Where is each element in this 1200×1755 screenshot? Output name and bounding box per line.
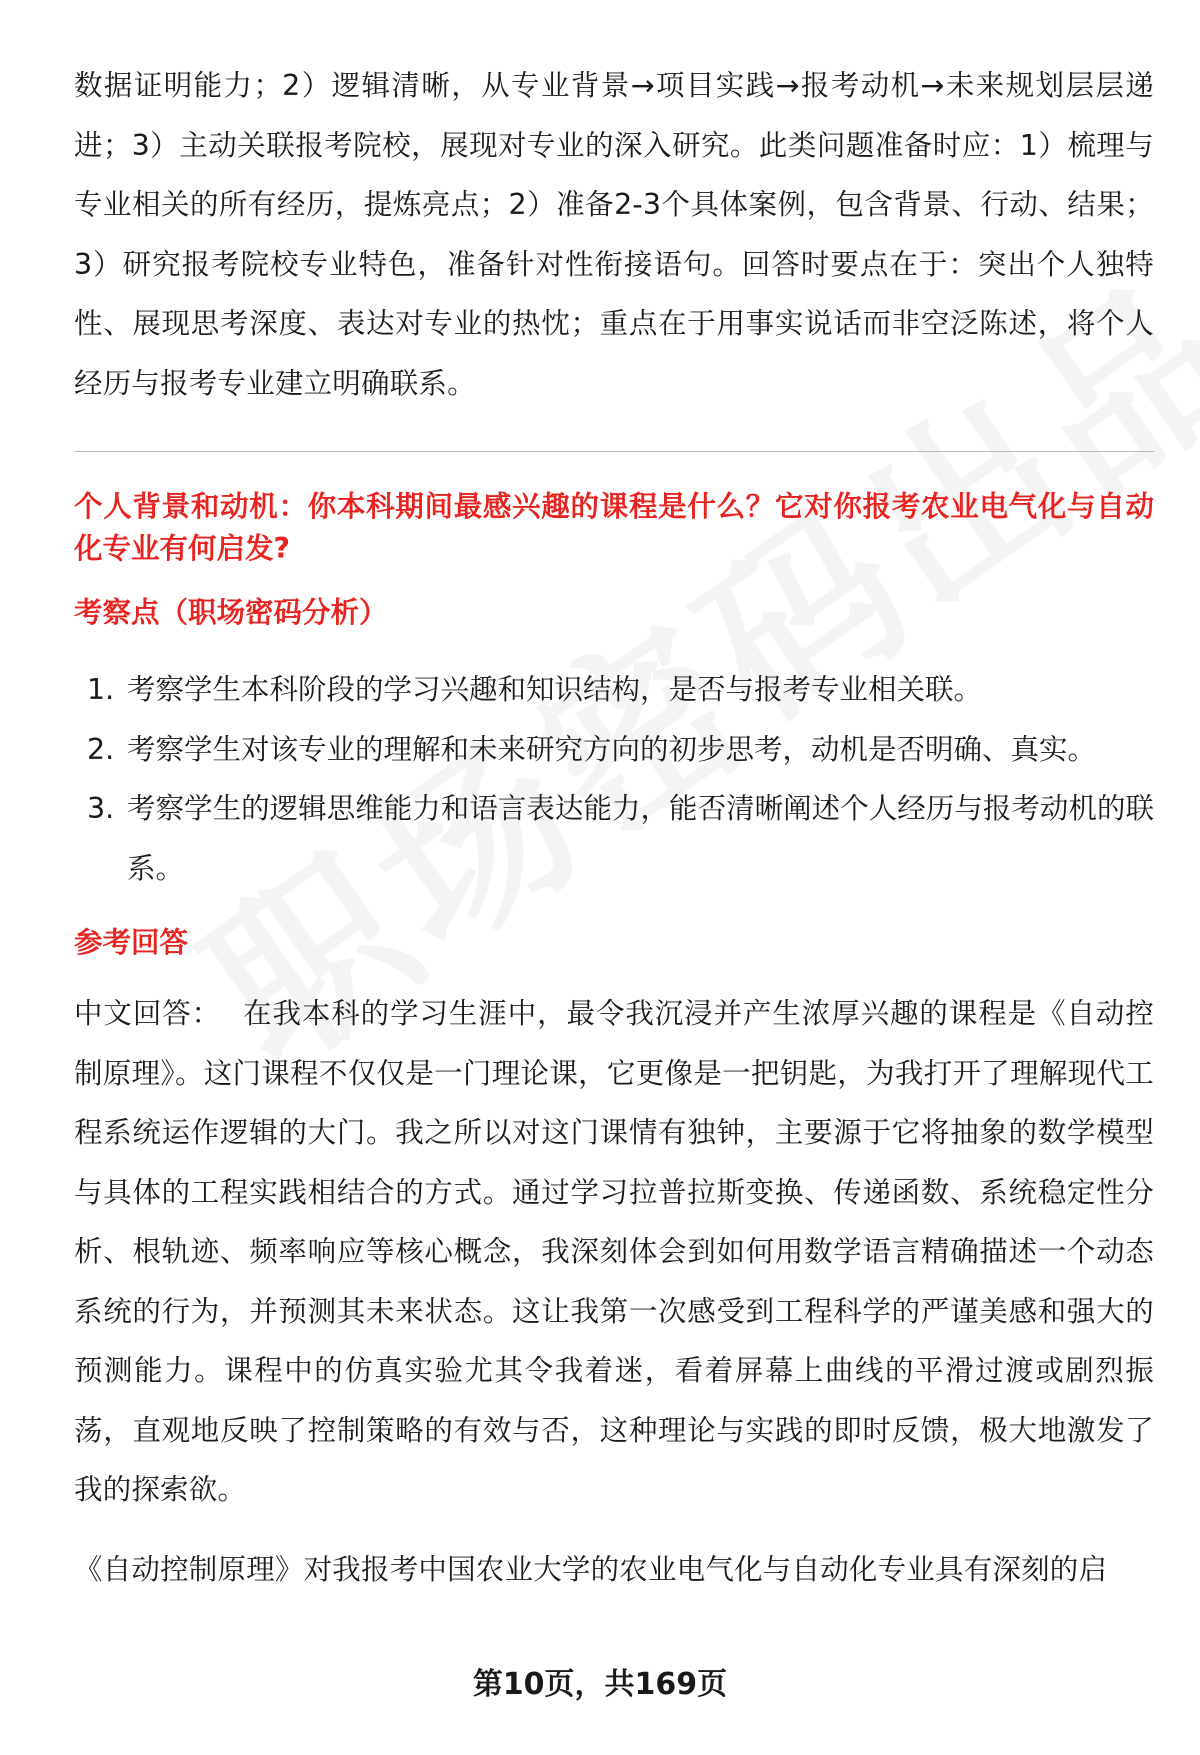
list-item-text: 考察学生本科阶段的学习兴趣和知识结构，是否与报考专业相关联。: [127, 673, 983, 706]
answer-title: 参考回答: [74, 926, 189, 959]
list-number: 3.: [87, 792, 115, 825]
answer-paragraph-2: 《自动控制原理》对我报考中国农业大学的农业电气化与自动化专业具有深刻的启: [74, 1552, 1108, 1586]
section-divider: [74, 451, 1154, 452]
answer-paragraph: [74, 984, 1154, 1520]
intro-paragraph: 数据证明能力；2）逻辑清晰，从专业背景→项目实践→报考动机→未来规划层层递进；3）主动关联报考院校，展现对专业的深入研究。此类问题准备时应：1）梳理与专业相关的所有经历，提炼亮点；2）准备2-3个具体案例，包含背景、行动、结果；3）研究报考院校专业特色，准备针对性衔接语句。回答时要点在于：突出个人独特性、展现思考深度、表达对专业的热忱；重点在于用事实说话而非空泛陈述，将个人经历与报考专业建立明确联系。: [74, 69, 1154, 400]
page-footer: 第10页，共169页: [472, 1667, 728, 1702]
list-item-text: 考察学生的逻辑思维能力和语言表达能力，能否清晰阐述个人经历与报考动机的联系。: [127, 792, 1154, 885]
question-heading: 个人背景和动机：你本科期间最感兴趣的课程是什么？它对你报考农业电气化与自动化专业有何启发?: [74, 490, 1154, 565]
assessment-title: 考察点（职场密码分析）: [74, 596, 388, 629]
list-number: 2.: [87, 732, 115, 766]
answer-text: 在我本科的学习生涯中，最令我沉浸并产生浓厚兴趣的课程是《自动控制原理》。这门课程不仅仅是一门理论课，它更像是一把钥匙，为我打开了理解现代工程系统运作逻辑的大门。我之所以对这门课情有独钟，主要源于它将抽象的数学模型与具体的工程实践相结合的方式。通过学习拉普拉斯变换、传递函数、系统稳定性分析、根轨迹、频率响应等核心概念，我深刻体会到如何用数学语言精确描述一个动态系统的行为，并预测其未来状态。这让我第一次感受到工程科学的严谨美感和强大的预测能力。课程中的仿真实验尤其令我着迷，看着屏幕上曲线的平滑过渡或剧烈振荡，直观地反映了控制策略的有效与否，这种理论与实践的即时反馈，极大地激发了我的探索欲。: [74, 997, 1154, 1506]
answer-label: 中文回答：: [74, 997, 222, 1030]
assessment-item: [74, 660, 1154, 720]
assessment-list: [74, 660, 1154, 898]
assessment-item: [74, 720, 1154, 780]
list-item-text: 考察学生对该专业的理解和未来研究方向的初步思考，动机是否明确、真实。: [127, 732, 1097, 766]
document-page: [74, 52, 1154, 1599]
list-number: 1.: [87, 673, 115, 706]
assessment-item: [74, 779, 1154, 898]
